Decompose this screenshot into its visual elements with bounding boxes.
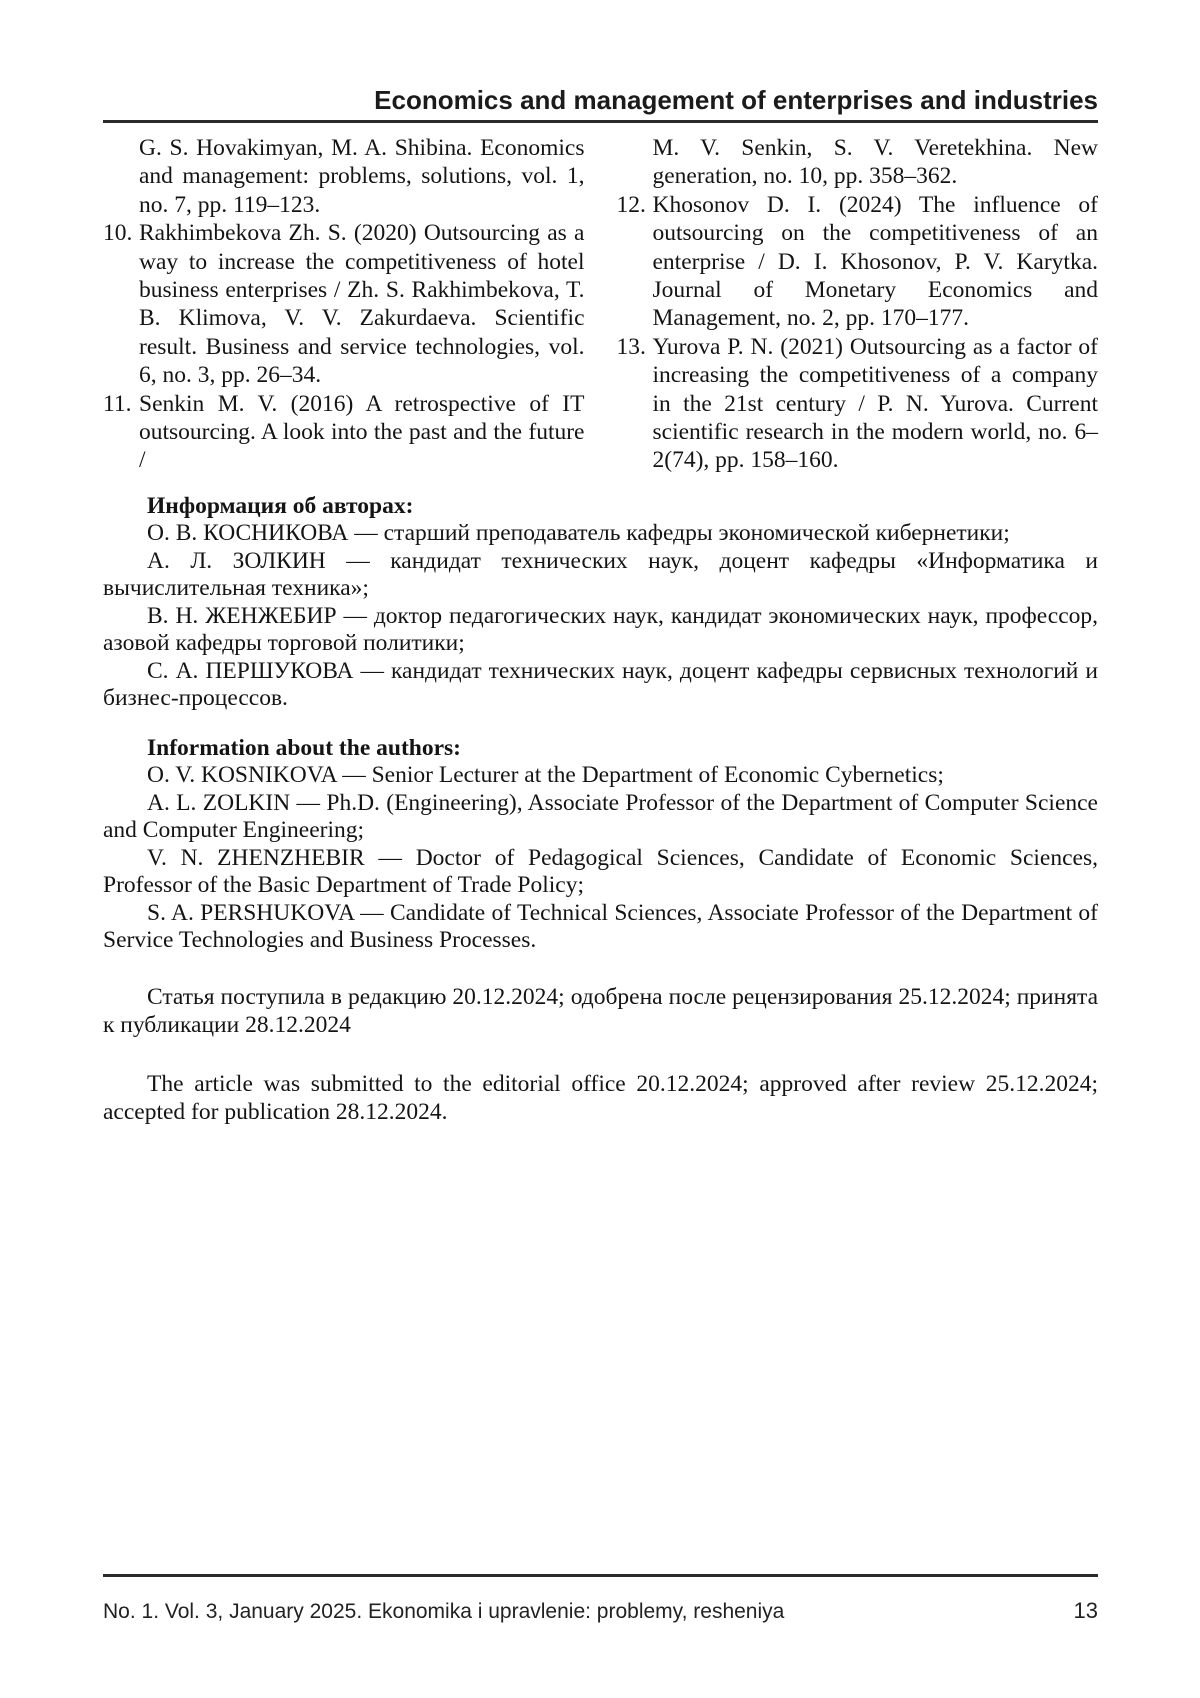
footer-journal-line: No. 1. Vol. 3, January 2025. Ekonomika i upravlenie: problemy, resheniya bbox=[103, 1600, 785, 1623]
author-info-paragraph: В. Н. ЖЕНЖЕБИР — доктор педагогических наук, кандидат экономических наук, профессор, азовой кафедры торговой политики; bbox=[103, 602, 1098, 657]
author-info-paragraph: А. Л. ЗОЛКИН — кандидат технических наук, доцент кафедры «Информатика и вычислительная техника»; bbox=[103, 547, 1098, 602]
reference-item bbox=[617, 333, 1099, 475]
author-info-paragraph: O. V. KOSNIKOVA — Senior Lecturer at the Department of Economic Cybernetics; bbox=[147, 762, 944, 789]
page-footer bbox=[103, 1598, 1098, 1625]
running-head-title: Economics and management of enterprises and industries bbox=[374, 85, 1098, 115]
reference-text: G. S. Hovakimyan, M. A. Shibina. Economics and management: problems, solutions, vol. 1, no. 7, pp. 119–123. bbox=[139, 135, 585, 218]
reference-item bbox=[617, 191, 1099, 333]
reference-number: 11. bbox=[103, 390, 132, 417]
reference-text: M. V. Senkin, S. V. Veretekhina. New generation, no. 10, pp. 358–362. bbox=[652, 135, 1098, 190]
reference-number: 12. bbox=[616, 191, 646, 218]
authors-info-ru-section bbox=[103, 493, 1098, 713]
author-info-paragraph: О. В. КОСНИКОВА — старший преподаватель кафедры экономической кибернетики; bbox=[147, 520, 1010, 547]
footer-page-number: 13 bbox=[1073, 1598, 1098, 1623]
author-info-paragraph: S. A. PERSHUKOVA — Candidate of Technical Sciences, Associate Professor of the Department of Service Technologies and Business Processes. bbox=[103, 899, 1098, 954]
reference-item bbox=[103, 390, 585, 475]
reference-item bbox=[617, 134, 1099, 191]
reference-text: Khosonov D. I. (2024) The influence of outsourcing on the competitiveness of an enterprise / D. I. Khosonov, P. V. Karytka. Journal of Monetary Economics and Management, no. 2, pp. 170–177. bbox=[652, 191, 1098, 332]
reference-text: Yurova P. N. (2021) Outsourcing as a factor of increasing the competitiveness of a company in the 21st century / P. N. Yurova. Current scientific research in the modern world, no. 6–2(74), pp. 158–160. bbox=[652, 333, 1098, 474]
submission-dates-en: The article was submitted to the editorial office 20.12.2024; approved after review 25.12.2024; accepted for publication 28.12.2024. bbox=[103, 1070, 1098, 1126]
authors-info-ru-paragraphs bbox=[103, 520, 1098, 713]
reference-text: Rakhimbekova Zh. S. (2020) Outsourcing as a way to increase the competitiveness of hotel business enterprises / Zh. S. Rakhimbekova, T. B. Klimova, V. V. Zakurdaeva. Scientific result. Business and service technologies, vol. 6, no. 3, pp. 26–34. bbox=[139, 220, 585, 389]
submission-dates-ru: Статья поступила в редакцию 20.12.2024; одобрена после рецензирования 25.12.2024; принята к публикации 28.12.2024 bbox=[103, 983, 1098, 1039]
authors-info-en-section bbox=[103, 735, 1098, 955]
header-rule bbox=[103, 120, 1098, 123]
references-column-left bbox=[103, 134, 585, 475]
authors-info-en-paragraphs bbox=[103, 762, 1098, 955]
reference-item bbox=[103, 134, 585, 219]
authors-info-ru-heading: Информация об авторах: bbox=[147, 492, 414, 519]
page-content bbox=[103, 0, 1098, 1127]
reference-text: Senkin M. V. (2016) A retrospective of IT outsourcing. A look into the past and the future / bbox=[139, 390, 585, 474]
reference-number: 13. bbox=[616, 333, 646, 360]
reference-number: 10. bbox=[103, 220, 133, 247]
authors-info-en-heading: Information about the authors: bbox=[147, 734, 462, 761]
references-column-right bbox=[617, 134, 1099, 475]
reference-item bbox=[103, 219, 585, 389]
author-info-paragraph: V. N. ZHENZHEBIR — Doctor of Pedagogical Sciences, Candidate of Economic Sciences, Professor of the Basic Department of Trade Policy; bbox=[103, 844, 1098, 899]
references-section bbox=[103, 134, 1098, 475]
author-info-paragraph: A. L. ZOLKIN — Ph.D. (Engineering), Associate Professor of the Department of Computer Science and Computer Engineering; bbox=[103, 789, 1098, 844]
author-info-paragraph: С. А. ПЕРШУКОВА — кандидат технических наук, доцент кафедры сервисных технологий и бизнес-процессов. bbox=[103, 657, 1098, 712]
footer-rule bbox=[103, 1574, 1098, 1577]
